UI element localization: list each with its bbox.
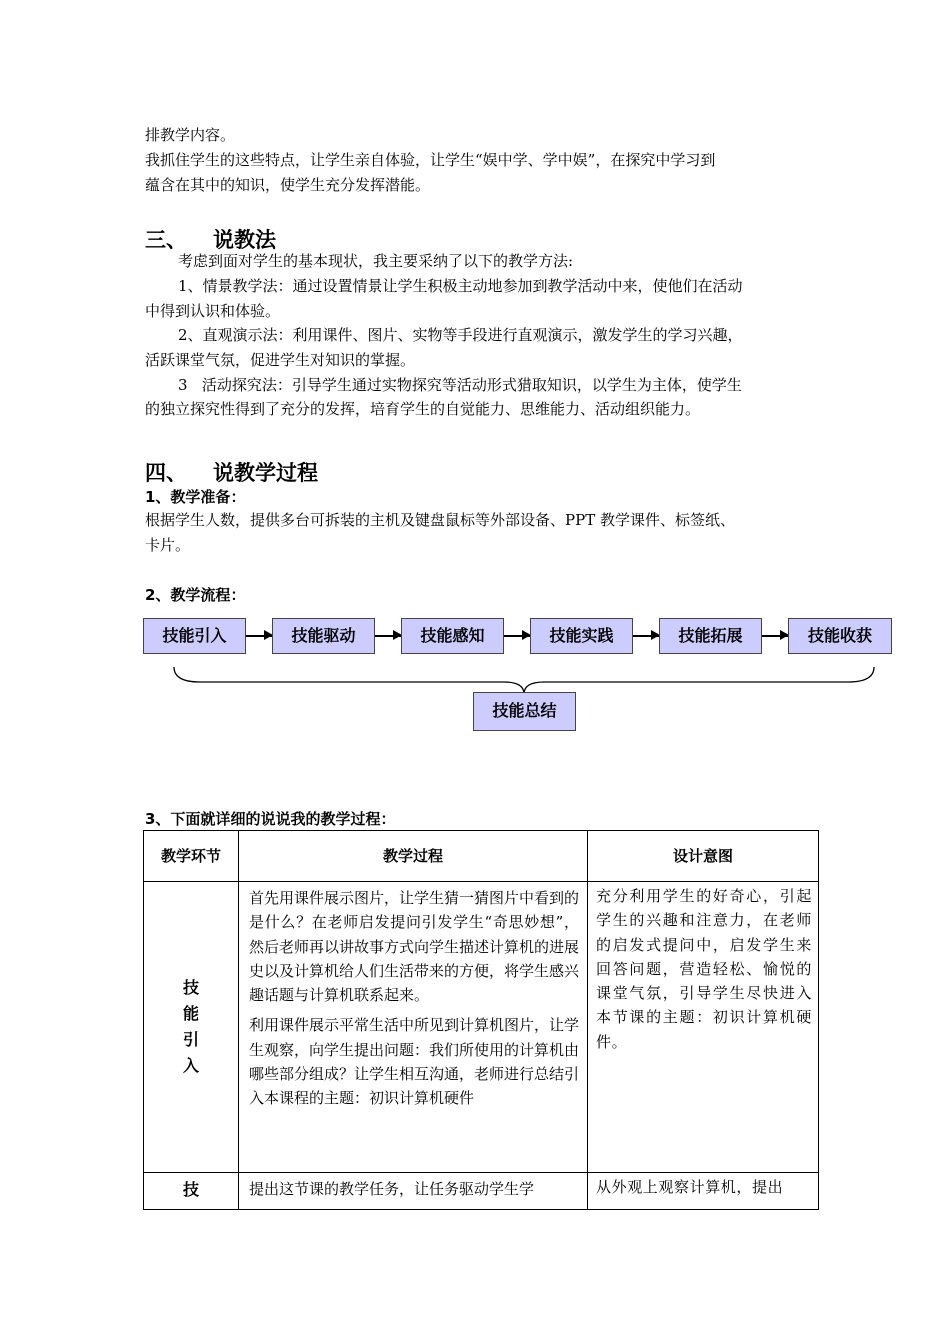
flow-step: 技能拓展	[659, 618, 762, 654]
process-paragraph: 提出这节课的教学任务，让任务驱动学生学	[249, 1180, 535, 1198]
stage-char: 技	[182, 1180, 199, 1199]
paragraph-line: 考虑到面对学生的基本现状，我主要采纳了以下的教学方法:	[178, 252, 574, 270]
table-header-row	[144, 831, 819, 882]
flow-step: 技能实践	[530, 618, 633, 654]
flow-heading: 2、教学流程：	[145, 586, 246, 604]
stage-char: 引	[182, 1030, 199, 1049]
stage-char: 技	[182, 978, 199, 997]
process-paragraph: 利用课件展示平常生活中所见到计算机图片，让学生观察，向学生提出问题：我们所使用的计算机由哪些部分组成？让学生相互沟通，老师进行总结引入本课程的主题：初识计算机硬件	[249, 1016, 580, 1108]
arrow-icon	[633, 635, 659, 637]
paragraph-line: 活跃课堂气氛，促进学生对知识的掌握。	[145, 351, 416, 369]
section-heading-4	[145, 457, 318, 487]
stage-cell	[144, 1173, 239, 1210]
arrow-icon	[762, 635, 788, 637]
paragraph-line: 根据学生人数，提供多台可拆装的主机及键盘鼠标等外部设备、PPT 教学课件、标签纸、	[145, 511, 735, 529]
stage-cell	[144, 882, 239, 1173]
paragraph-line: 3 活动探究法：引导学生通过实物探究等活动形式猎取知识，以学生为主体，使学生	[178, 376, 742, 394]
column-header: 教学过程	[239, 831, 588, 882]
paragraph-line: 我抓住学生的这些特点，让学生亲自体验，让学生“娱中学、学中娱”，在探究中学习到	[145, 151, 716, 169]
section-title: 说教法	[213, 228, 276, 252]
flow-step: 技能收获	[788, 618, 892, 654]
table-row	[144, 882, 819, 1173]
paragraph-line: 中得到认识和体验。	[145, 302, 281, 320]
paragraph-line: 2、直观演示法：利用课件、图片、实物等手段进行直观演示，激发学生的学习兴趣，	[178, 326, 743, 344]
section-number: 三、	[145, 228, 187, 252]
paragraph-line: 1、情景教学法：通过设置情景让学生积极主动地参加到教学活动中来，使他们在活动	[178, 277, 743, 295]
intent-cell: 从外观上观察计算机，提出	[588, 1173, 819, 1210]
paragraph-line: 蕴含在其中的知识，使学生充分发挥潜能。	[145, 176, 431, 194]
arrow-icon	[375, 635, 401, 637]
flow-step: 技能感知	[401, 618, 504, 654]
column-header: 设计意图	[588, 831, 819, 882]
teaching-process-table	[143, 830, 819, 1210]
process-paragraph: 首先用课件展示图片，让学生猜一猜图片中看到的是什么？在老师启发提问引发学生“奇思妙想”，然后老师再以讲故事方式向学生描述计算机的进展史以及计算机给人们生活带来的方便，将学生感兴趣话题与计算机联系起来。	[249, 889, 580, 1005]
flow-summary: 技能总结	[473, 692, 576, 731]
section-title: 说教学过程	[213, 461, 318, 485]
process-cell	[239, 1173, 588, 1210]
detail-heading: 3、下面就详细的说说我的教学过程：	[145, 810, 396, 828]
process-cell	[239, 882, 588, 1173]
paragraph-line: 的独立探究性得到了充分的发挥，培育学生的自觉能力、思维能力、活动组织能力。	[145, 400, 701, 418]
section-number: 四、	[145, 461, 187, 485]
column-header: 教学环节	[144, 831, 239, 882]
prep-heading: 1、教学准备：	[145, 488, 246, 506]
table-row	[144, 1173, 819, 1210]
intent-cell: 充分利用学生的好奇心，引起学生的兴趣和注意力，在老师的启发式提问中，启发学生来回答问题，营造轻松、愉悦的课堂气氛，引导学生尽快进入本节课的主题：初识计算机硬件。	[588, 882, 819, 1173]
paragraph-line: 排教学内容。	[145, 126, 236, 144]
arrow-icon	[246, 635, 272, 637]
stage-char: 能	[182, 1004, 199, 1023]
arrow-icon	[504, 635, 530, 637]
flow-step: 技能引入	[143, 618, 246, 654]
paragraph-line: 卡片。	[145, 536, 191, 554]
flow-step: 技能驱动	[272, 618, 375, 654]
stage-char: 入	[182, 1056, 199, 1075]
